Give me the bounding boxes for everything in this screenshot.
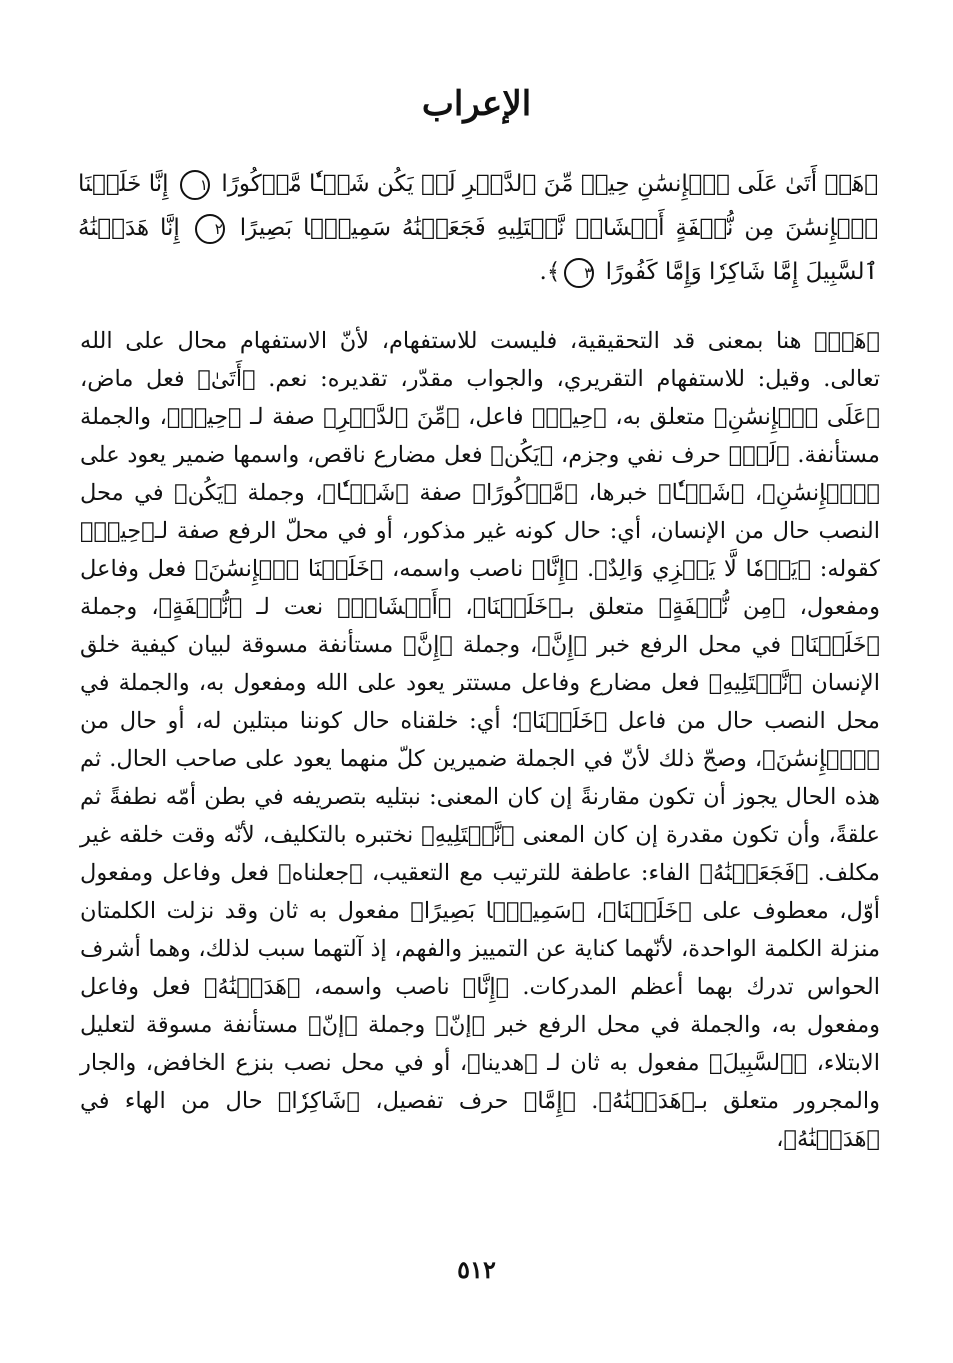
- verse-number-2: ٢: [195, 214, 225, 244]
- verse-number-1: ١: [180, 170, 210, 200]
- page-title: الإعراب: [421, 84, 532, 124]
- grammar-analysis-paragraph: ﴿هَلۡ﴾ هنا بمعنى قد التحقيقية، فليست للاستفهام، لأنّ الاستفهام محال على الله تعالى. وقيل: للاستفهام التقريري، والجواب مقدّر، تقديره: نعم. ﴿أَتَىٰ﴾ فعل ماض، ﴿عَلَى ٱلۡإِنسَٰنِ﴾ متعلق به، ﴿حِينٞ﴾ فاعل، ﴿مِّنَ ٱلدَّهۡرِ﴾ صفة لـ ﴿حِينٞ﴾، والجملة مستأنفة. ﴿لَمۡ﴾ حرف نفي وجزم، ﴿يَكُن﴾ فعل مضارع ناقص، واسمها ضمير يعود على ﴿ٱلۡإِنسَٰنِ﴾، ﴿شَيۡـٔٗا﴾ خبرها، ﴿مَّذۡكُورًا﴾ صفة ﴿شَيۡـٔٗا﴾، وجملة ﴿يَكُن﴾ في محل النصب حال من الإنسان، أي: حال كونه غير مذكور، أو في محلّ الرفع صفة لـ﴿حِينٞ﴾ كقوله: ﴿يَوۡمٗا لَّا يَجۡزِي وَالِدٌ﴾. ﴿إِنَّا﴾ ناصب واسمه، ﴿خَلَقۡنَا ٱلۡإِنسَٰنَ﴾ فعل وفاعل ومفعول، ﴿مِن نُّطۡفَةٍ﴾ متعلق بـ﴿خَلَقۡنَا﴾، ﴿أَمۡشَاجٖ﴾ نعت لـ ﴿نُّطۡفَةٍ﴾، وجملة ﴿خَلَقۡنَا﴾ في محل الرفع خبر ﴿إِنَّ﴾، وجملة ﴿إِنَّ﴾ مستأنفة مسوقة لبيان كيفية خلق الإنسان ﴿نَّبۡتَلِيهِ﴾ فعل مضارع وفاعل مستتر يعود على الله ومفعول به، والجملة في محل النصب حال من فاعل ﴿خَلَقۡنَا﴾؛ أي: خلقناه حال كوننا مبتلين له، أو حال من ﴿ٱلۡإِنسَٰنَ﴾، وصحّ ذلك لأنّ في الجملة ضميرين كلّ منهما يعود على صاحب الحال. ثم هذه الحال يجوز أن تكون مقارنةً إن كان المعنى: نبتليه بتصريفه في بطن أمّه نطفةً ثم علقةً، وأن تكون مقدرة إن كان المعنى ﴿نَّبۡتَلِيهِ﴾ نختبره بالتكليف، لأنّه وقت خلقه غير مكلف. ﴿فَجَعَلۡنَٰهُ﴾ الفاء: عاطفة للترتيب مع التعقيب، ﴿جعلناه﴾ فعل وفاعل ومفعول أوّل، معطوف على ﴿خَلَقۡنَا﴾، ﴿سَمِيعَۢا بَصِيرًا﴾ مفعول به ثان وقد نزلت الكلمتان منزلة الكلمة الواحدة، لأنّهما كناية عن التمييز والفهم، إذ آلتهما سبب لذلك، وهما أشرف الحواس تدرك بهما أعظم المدركات. ﴿إِنَّا﴾ ناصب واسمه، ﴿هَدَيۡنَٰهُ﴾ فعل وفاعل ومفعول به، والجملة في محل الرفع خبر ﴿إنّ﴾ وجملة ﴿إنّ﴾ مستأنفة مسوقة لتعليل الابتلاء، ﴿ٱلسَّبِيلَ﴾ مفعول به ثان لـ ﴿هدينا﴾، أو في محل نصب بنزع الخافض، والجار والمجرور متعلق بـ﴿هَدَيۡنَٰهُ﴾. ﴿إِمَّا﴾ حرف تفصيل، ﴿شَاكِرٗا﴾ حال من الهاء في ﴿هَدَيۡنَٰهُ﴾،: [80, 328, 880, 1152]
- verse-2-text: إِنَّا خَلَقۡنَا ٱلۡإِنسَٰنَ مِن نُّطۡفَةٍ أَمۡشَاجٖ نَّبۡتَلِيهِ فَجَعَلۡنَٰهُ سَمِيعَۢا بَصِيرًا: [78, 171, 879, 241]
- quran-verses-block: [78, 162, 878, 294]
- page-number: ٥١٢: [457, 1255, 496, 1284]
- verses-close-bracket: ﴾.: [539, 259, 561, 285]
- verse-number-3: ٣: [564, 258, 594, 288]
- verse-3-text: إِنَّا هَدَيۡنَٰهُ ٱلسَّبِيلَ إِمَّا شَاكِرٗا وَإِمَّا كَفُورًا: [78, 215, 878, 285]
- verse-1-text: ﴿هَلۡ أَتَىٰ عَلَى ٱلۡإِنسَٰنِ حِينٞ مِّنَ ٱلدَّهۡرِ لَمۡ يَكُن شَيۡـٔٗا مَّذۡكُورًا: [221, 171, 879, 197]
